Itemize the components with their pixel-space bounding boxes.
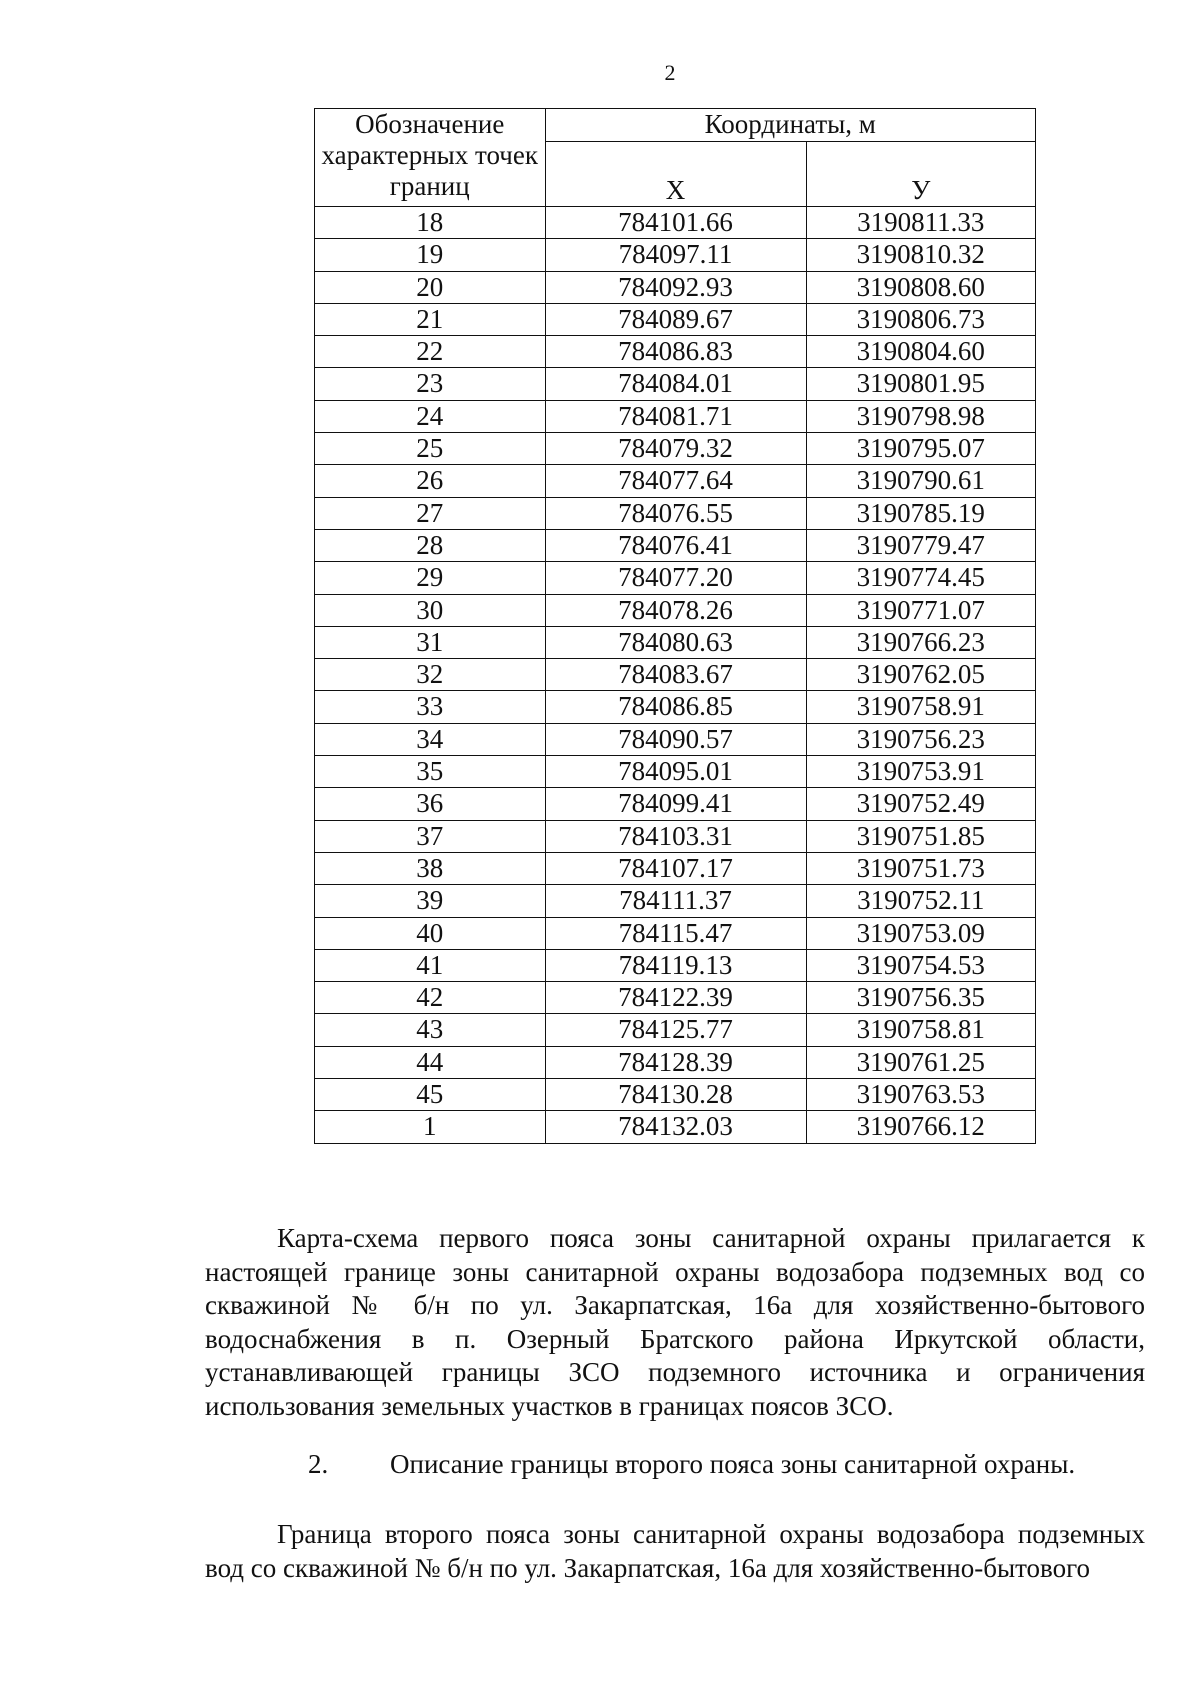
table-row: [315, 433, 1036, 465]
table-row: [315, 852, 1036, 884]
table-row: [315, 594, 1036, 626]
y-coordinate-cell: 3190763.53: [806, 1079, 1035, 1111]
table-row: [315, 239, 1036, 271]
table-row: [315, 949, 1036, 981]
table-row: [315, 917, 1036, 949]
x-coordinate-cell: 784122.39: [545, 982, 806, 1014]
table-row: [315, 659, 1036, 691]
point-number-cell: 33: [315, 691, 546, 723]
point-number-cell: 19: [315, 239, 546, 271]
point-number-cell: 27: [315, 497, 546, 529]
x-coordinate-cell: 784111.37: [545, 885, 806, 917]
y-coordinate-cell: 3190795.07: [806, 433, 1035, 465]
table-row: [315, 1111, 1036, 1143]
x-coordinate-cell: 784083.67: [545, 659, 806, 691]
header-point-label: Обозначение характерных точек границ: [315, 109, 546, 207]
header-coordinates: Координаты, м: [545, 109, 1036, 142]
x-coordinate-cell: 784090.57: [545, 723, 806, 755]
point-number-cell: 31: [315, 626, 546, 658]
point-number-cell: 45: [315, 1079, 546, 1111]
table-row: [315, 1046, 1036, 1078]
point-number-cell: 34: [315, 723, 546, 755]
point-number-cell: 39: [315, 885, 546, 917]
x-coordinate-cell: 784119.13: [545, 949, 806, 981]
table-row: [315, 982, 1036, 1014]
point-number-cell: 25: [315, 433, 546, 465]
y-coordinate-cell: 3190811.33: [806, 207, 1035, 239]
table-row: [315, 756, 1036, 788]
paragraph-second-zone: Граница второго пояса зоны санитарной охраны водозабора подземных вод со скважиной № б/н по ул. Закарпатская, 16а для хозяйственно-бытового: [205, 1519, 1145, 1583]
table-row: [315, 691, 1036, 723]
y-coordinate-cell: 3190753.09: [806, 917, 1035, 949]
table-row: [315, 626, 1036, 658]
table-row: [315, 529, 1036, 561]
point-number-cell: 36: [315, 788, 546, 820]
x-coordinate-cell: 784078.26: [545, 594, 806, 626]
y-coordinate-cell: 3190771.07: [806, 594, 1035, 626]
point-number-cell: 26: [315, 465, 546, 497]
x-coordinate-cell: 784084.01: [545, 368, 806, 400]
y-coordinate-cell: 3190761.25: [806, 1046, 1035, 1078]
y-coordinate-cell: 3190754.53: [806, 949, 1035, 981]
y-coordinate-cell: 3190751.73: [806, 852, 1035, 884]
y-coordinate-cell: 3190801.95: [806, 368, 1035, 400]
y-coordinate-cell: 3190751.85: [806, 820, 1035, 852]
y-coordinate-cell: 3190785.19: [806, 497, 1035, 529]
x-coordinate-cell: 784099.41: [545, 788, 806, 820]
x-coordinate-cell: 784128.39: [545, 1046, 806, 1078]
x-coordinate-cell: 784103.31: [545, 820, 806, 852]
y-coordinate-cell: 3190753.91: [806, 756, 1035, 788]
coordinates-table: [314, 108, 1036, 1144]
point-number-cell: 28: [315, 529, 546, 561]
table-row: [315, 368, 1036, 400]
y-coordinate-cell: 3190766.12: [806, 1111, 1035, 1143]
section-title: Описание границы второго пояса зоны санитарной охраны.: [390, 1449, 1076, 1479]
table-row: [315, 723, 1036, 755]
point-number-cell: 44: [315, 1046, 546, 1078]
y-coordinate-cell: 3190756.35: [806, 982, 1035, 1014]
header-x: Х: [545, 142, 806, 207]
x-coordinate-cell: 784092.93: [545, 271, 806, 303]
table-row: [315, 271, 1036, 303]
x-coordinate-cell: 784132.03: [545, 1111, 806, 1143]
coordinates-table-body: [315, 207, 1036, 1144]
y-coordinate-cell: 3190779.47: [806, 529, 1035, 561]
point-number-cell: 38: [315, 852, 546, 884]
point-number-cell: 35: [315, 756, 546, 788]
point-number-cell: 41: [315, 949, 546, 981]
point-number-cell: 1: [315, 1111, 546, 1143]
point-number-cell: 32: [315, 659, 546, 691]
header-y: У: [806, 142, 1035, 207]
x-coordinate-cell: 784086.83: [545, 336, 806, 368]
table-row: [315, 400, 1036, 432]
y-coordinate-cell: 3190766.23: [806, 626, 1035, 658]
point-number-cell: 23: [315, 368, 546, 400]
y-coordinate-cell: 3190758.81: [806, 1014, 1035, 1046]
x-coordinate-cell: 784076.55: [545, 497, 806, 529]
paragraph-map-scheme: Карта-схема первого пояса зоны санитарной охраны прилагается к настоящей границе зоны санитарной охраны водозабора подземных вод со скважиной № б/н по ул. Закарпатская, 16а для хозяйственно-бытового водоснабжения в п. Озерный Братского района Иркутской области, устанавливающей границы ЗСО подземного источника и ограничения использования земельных участков в границах поясов ЗСО.: [205, 1223, 1145, 1421]
y-coordinate-cell: 3190756.23: [806, 723, 1035, 755]
x-coordinate-cell: 784115.47: [545, 917, 806, 949]
x-coordinate-cell: 784079.32: [545, 433, 806, 465]
x-coordinate-cell: 784077.64: [545, 465, 806, 497]
point-number-cell: 37: [315, 820, 546, 852]
table-row: [315, 1079, 1036, 1111]
point-number-cell: 21: [315, 303, 546, 335]
y-coordinate-cell: 3190752.11: [806, 885, 1035, 917]
x-coordinate-cell: 784125.77: [545, 1014, 806, 1046]
x-coordinate-cell: 784097.11: [545, 239, 806, 271]
y-coordinate-cell: 3190758.91: [806, 691, 1035, 723]
point-number-cell: 40: [315, 917, 546, 949]
x-coordinate-cell: 784086.85: [545, 691, 806, 723]
x-coordinate-cell: 784076.41: [545, 529, 806, 561]
page-number: 2: [664, 60, 676, 85]
y-coordinate-cell: 3190774.45: [806, 562, 1035, 594]
y-coordinate-cell: 3190762.05: [806, 659, 1035, 691]
x-coordinate-cell: 784130.28: [545, 1079, 806, 1111]
point-number-cell: 42: [315, 982, 546, 1014]
table-row: [315, 820, 1036, 852]
y-coordinate-cell: 3190798.98: [806, 400, 1035, 432]
point-number-cell: 20: [315, 271, 546, 303]
y-coordinate-cell: 3190804.60: [806, 336, 1035, 368]
point-number-cell: 29: [315, 562, 546, 594]
point-number-cell: 18: [315, 207, 546, 239]
y-coordinate-cell: 3190790.61: [806, 465, 1035, 497]
x-coordinate-cell: 784081.71: [545, 400, 806, 432]
y-coordinate-cell: 3190810.32: [806, 239, 1035, 271]
x-coordinate-cell: 784101.66: [545, 207, 806, 239]
x-coordinate-cell: 784107.17: [545, 852, 806, 884]
table-row: [315, 1014, 1036, 1046]
section-number: 2.: [308, 1449, 329, 1479]
point-number-cell: 43: [315, 1014, 546, 1046]
table-row: [315, 207, 1036, 239]
point-number-cell: 30: [315, 594, 546, 626]
table-row: [315, 562, 1036, 594]
table-row: [315, 885, 1036, 917]
point-number-cell: 22: [315, 336, 546, 368]
table-row: [315, 336, 1036, 368]
x-coordinate-cell: 784095.01: [545, 756, 806, 788]
table-row: [315, 465, 1036, 497]
point-number-cell: 24: [315, 400, 546, 432]
x-coordinate-cell: 784080.63: [545, 626, 806, 658]
y-coordinate-cell: 3190808.60: [806, 271, 1035, 303]
table-row: [315, 303, 1036, 335]
y-coordinate-cell: 3190806.73: [806, 303, 1035, 335]
x-coordinate-cell: 784089.67: [545, 303, 806, 335]
table-row: [315, 497, 1036, 529]
table-row: [315, 788, 1036, 820]
section-heading: [308, 1447, 1075, 1481]
x-coordinate-cell: 784077.20: [545, 562, 806, 594]
y-coordinate-cell: 3190752.49: [806, 788, 1035, 820]
